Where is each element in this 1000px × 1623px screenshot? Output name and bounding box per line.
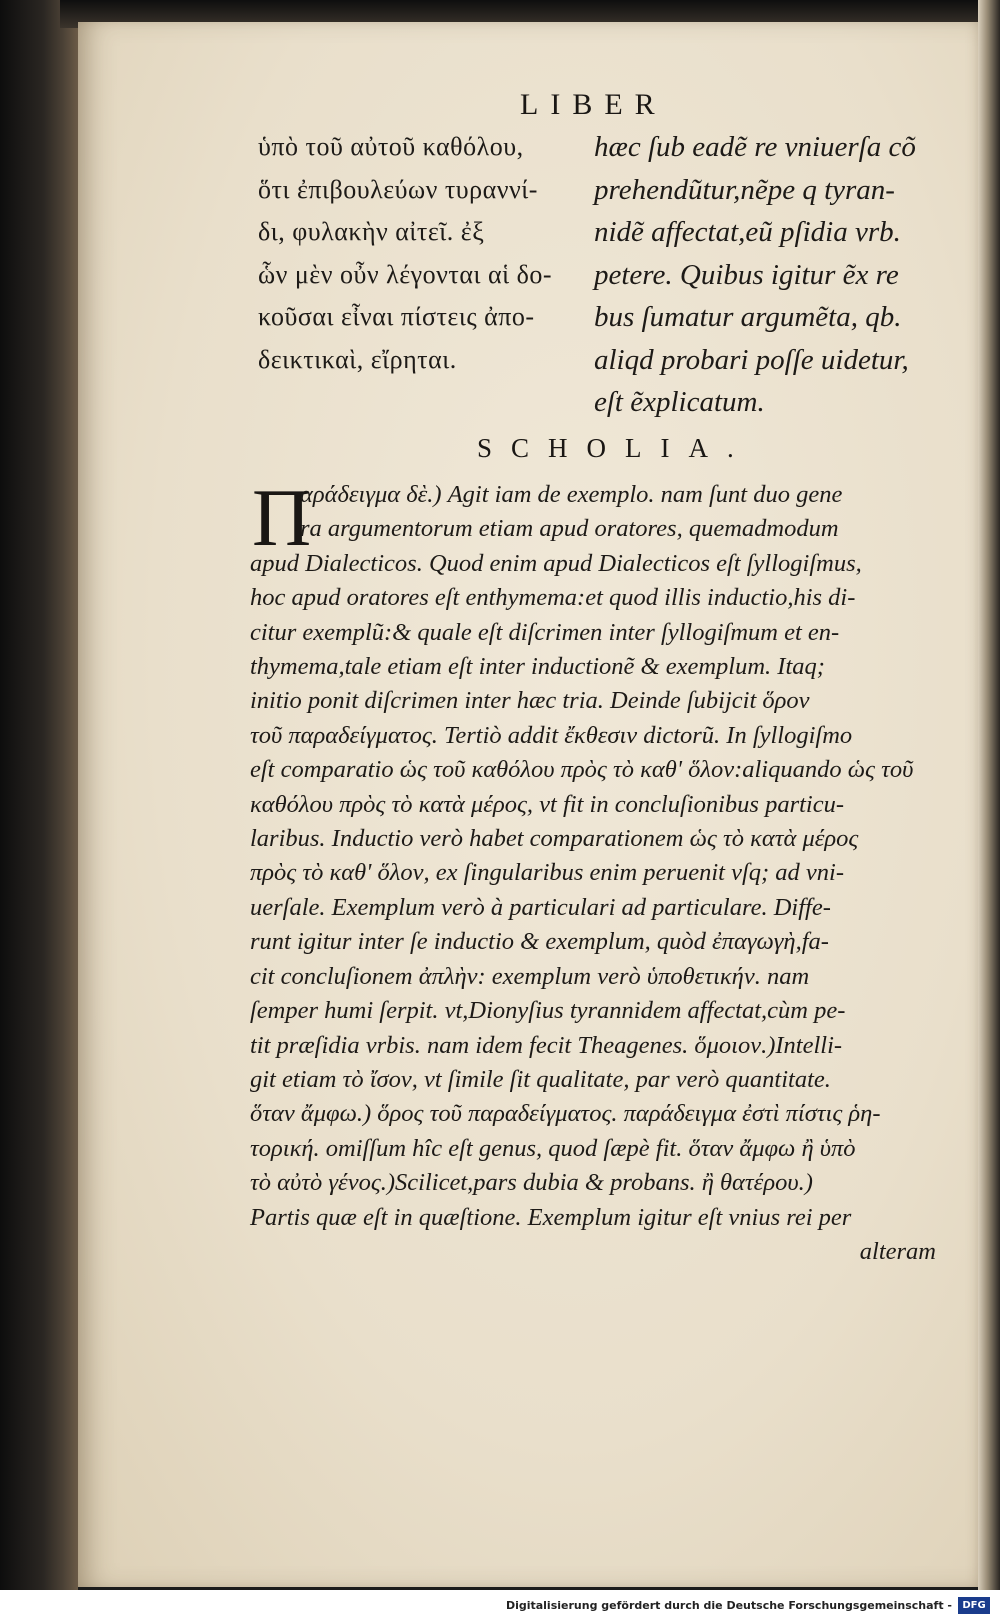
scholia-line: ſemper humi ſerpit. vt,Dionyſius tyrannidem affectat,cùm pe- — [250, 997, 846, 1025]
scholia-line: apud Dialecticos. Quod enim apud Dialecticos eſt ſyllogiſmus, — [250, 549, 862, 577]
latin-line: nidẽ affectat,eũ pſidia vrb. — [594, 216, 901, 248]
scholia-line: ra argumentorum etiam apud oratores, quemadmodum — [300, 515, 839, 543]
scholia-line: τορική. omiſſum hîc eſt genus, quod ſæpè fit. ὅταν ἄμφω ἢ ὑπὸ — [250, 1134, 856, 1162]
greek-line: δι, φυλακὴν αἰτεῖ. ἐξ — [258, 217, 485, 246]
scholia-line: τὸ αὐτὸ γένος.)Scilicet,pars dubia & probans. ἢ θατέρου.) — [250, 1169, 813, 1197]
latin-column — [594, 126, 954, 424]
scholia-line: καθόλου πρὸς τὸ κατὰ μέρος, vt fit in concluſionibus particu- — [250, 790, 845, 818]
greek-column — [258, 126, 584, 381]
section-title: SCHOLIA. — [477, 433, 753, 463]
latin-line: petere. Quibus igitur ẽx re — [594, 258, 899, 291]
scholia-line: ὅταν ἄμφω.) ὅρος τοῦ παραδείγματος. παράδειγμα ἐστὶ πίστις ῥη- — [250, 1100, 881, 1128]
drop-cap: Π — [252, 472, 312, 563]
footer-credit: Digitalisierung gefördert durch die Deutsche Forschungsgemeinschaft - — [505, 1599, 952, 1612]
greek-line: ὅτι ἐπιβουλεύων τυραννί- — [258, 174, 538, 204]
scholia-body — [250, 472, 950, 1269]
scholia-line: cit concluſionem ἀπλὴν: exemplum verò ὑποθετικήν. nam — [250, 962, 810, 990]
running-head: LIBER — [520, 88, 667, 121]
latin-line: bus ſumatur argumẽta, qb. — [594, 301, 902, 333]
greek-line: κοῦσαι εἶναι πίστεις ἀπο- — [258, 302, 535, 331]
dfg-logo: DFG — [958, 1597, 990, 1614]
scholia-line: runt igitur inter ſe inductio & exemplum, quòd ἐπαγωγὴ,fa- — [250, 928, 829, 956]
scholia-line: τοῦ παραδείγματος. Tertiò addit ἔκθεσιν dictorũ. In ſyllogiſmo — [250, 721, 853, 749]
footer-bar — [0, 1590, 1000, 1623]
page-edge-right — [978, 0, 1000, 1590]
scan-background-left — [0, 0, 78, 1590]
latin-line: aliqd probari poſſe uidetur, — [594, 343, 909, 376]
scholia-line: Partis quæ eſt in quæſtione. Exemplum igitur eſt vnius rei per — [250, 1203, 852, 1231]
greek-line: ὑπὸ τοῦ αὐτοῦ καθόλου, — [258, 132, 524, 161]
scholia-line: git etiam τὸ ἴσον, vt ſimile ſit qualitate, par verò quantitate. — [250, 1065, 831, 1093]
latin-line: prehendũtur,nẽpe q tyran- — [594, 173, 895, 206]
greek-line: δεικτικαὶ, εἴρηται. — [258, 344, 457, 374]
scholia-line: uerſale. Exemplum verò à particulari ad particulare. Diffe- — [250, 893, 831, 921]
scholia-line: πρὸς τὸ καθ' ὅλον, ex ſingularibus enim peruenit vſq; ad vni- — [250, 859, 844, 887]
greek-line: ὧν μὲν οὖν λέγονται αἱ δο- — [258, 259, 552, 289]
latin-line: hæc ſub eadẽ re vniuerſa cõ — [594, 131, 916, 163]
scholia-line: hoc apud oratores eſt enthymema:et quod illis inductio,his di- — [250, 584, 856, 612]
scholia-line: laribus. Inductio verò habet comparationem ὡς τὸ κατὰ μέρος — [250, 825, 859, 853]
scholia-line: thymema,tale etiam eſt inter inductionẽ & exemplum. Itaq; — [250, 653, 825, 681]
catchword: alteram — [859, 1237, 936, 1265]
scholia-line: αράδειγμα δὲ.) Agit iam de exemplo. nam ſunt duo gene — [300, 481, 843, 508]
latin-line: eſt ẽxplicatum. — [594, 386, 765, 418]
scholia-line: citur exemplũ:& quale eſt diſcrimen inter ſyllogiſmum et en- — [250, 618, 840, 646]
scholia-line: eſt comparatio ὡς τοῦ καθόλου πρὸς τὸ καθ' ὅλον:aliquando ὡς τοῦ — [250, 756, 914, 784]
scholia-line: initio ponit diſcrimen inter hæc tria. Deinde ſubijcit ὅρον — [250, 687, 810, 715]
scholia-line: tit præſidia vrbis. nam idem fecit Theagenes. ὅμοιον.)Intelli- — [250, 1031, 843, 1059]
